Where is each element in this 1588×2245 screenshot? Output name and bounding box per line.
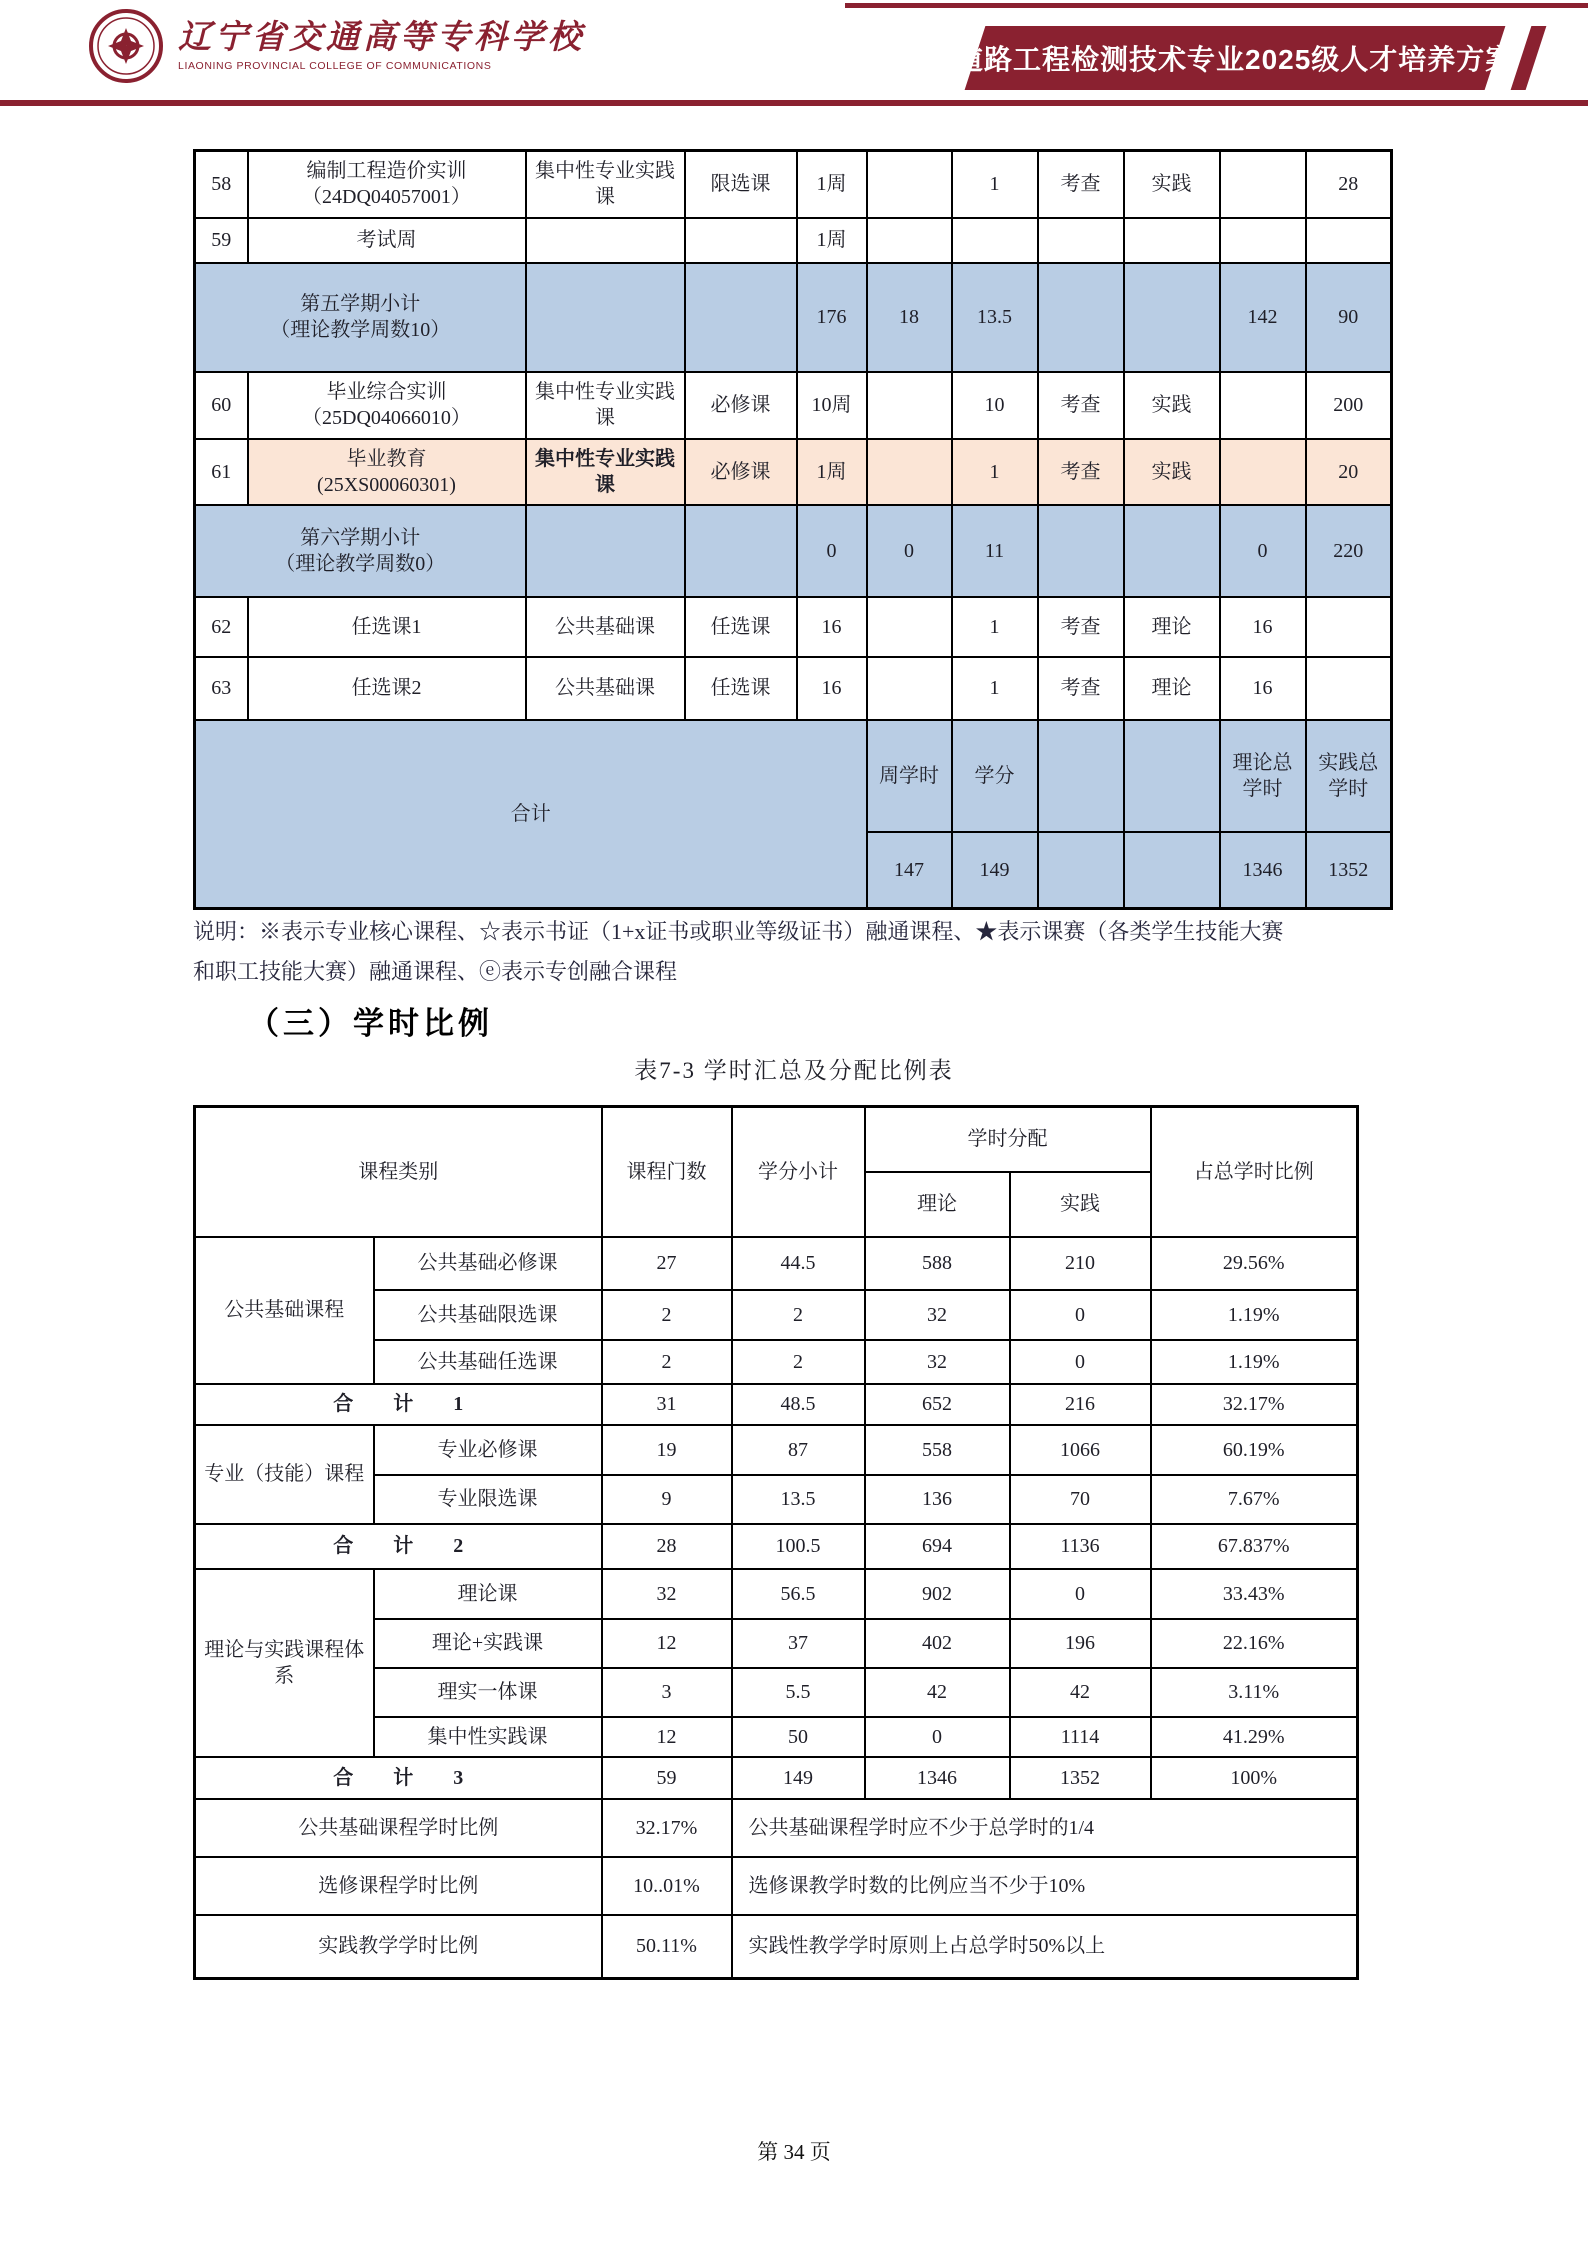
header-practice: 实践 [1010,1172,1151,1237]
cell-no: 63 [195,657,248,720]
cell-count: 59 [602,1757,732,1799]
cell-credit: 50 [732,1717,865,1757]
subtotal-title: 第六学期小计 [300,526,421,549]
cell-course-name [248,151,526,218]
header-course-count: 课程门数 [602,1107,732,1237]
cell-credit: 1 [952,657,1038,720]
cell-assess [1038,218,1124,263]
table-row-subtotal-sem6 [195,505,1392,597]
cell-practice: 0 [1010,1569,1151,1619]
cell-course-nature: 任选课 [685,597,797,657]
table2-caption: 表7-3 学时汇总及分配比例表 [634,1058,954,1083]
cell-count: 9 [602,1475,732,1524]
cell-hours: 10周 [797,372,867,439]
cell-hours: 176 [797,263,867,372]
header-hours-allocation: 学时分配 [865,1107,1151,1172]
cell-attr: 理论 [1124,657,1220,720]
cell-theory-total-header: 理论总学时 [1220,720,1306,832]
cell-theory-hours: 0 [1220,505,1306,597]
program-banner [955,26,1515,90]
cell-subcategory: 理实一体课 [374,1668,602,1717]
subtotal-title: 第五学期小计 [300,293,421,315]
course-title: 毕业教育 [346,447,427,470]
cell-course-type: 公共基础课 [526,657,685,720]
group-label-professional: 专业（技能）课程 [195,1425,374,1524]
cell-assess: 考查 [1038,151,1124,218]
cell-assess: 考查 [1038,657,1124,720]
cell-course-nature: 必修课 [685,439,797,505]
cell-credit: 56.5 [732,1569,865,1619]
cell-credit: 48.5 [732,1384,865,1425]
cell-weekly-header: 周学时 [867,720,952,832]
cell-course-type [526,263,685,372]
top-hairline-rule [845,3,1588,8]
cell-ratio: 41.29% [1151,1717,1358,1757]
cell-ratio: 7.67% [1151,1475,1358,1524]
course-code: （24DQ04057001） [302,186,471,209]
cell-credit: 11 [952,505,1038,597]
cell-practice-hours [1306,597,1392,657]
cell-subcategory: 理论+实践课 [374,1619,602,1668]
cell-credit: 10 [952,372,1038,439]
cell-count: 12 [602,1717,732,1757]
cell-attr: 实践 [1124,151,1220,218]
table-notes [193,912,1403,992]
table-row [195,1569,1358,1619]
cell-practice: 1136 [1010,1524,1151,1569]
cell-credit: 87 [732,1425,865,1475]
cell-theory: 42 [865,1668,1010,1717]
cell-practice: 70 [1010,1475,1151,1524]
header-row-1 [195,1107,1358,1172]
cell-ratio-value: 10..01% [602,1857,732,1915]
cell-count: 3 [602,1668,732,1717]
cell-subcategory: 公共基础必修课 [374,1237,602,1290]
table-row-60 [195,372,1392,439]
cell-subcategory: 公共基础任选课 [374,1340,602,1384]
cell-no: 59 [195,218,248,263]
header-divider-rule [0,100,1588,106]
cell-weekly-total: 147 [867,832,952,909]
cell-theory-hours: 142 [1220,263,1306,372]
page-number: 第 34 页 [757,2140,831,2164]
cell-hours: 1周 [797,439,867,505]
cell-practice: 1066 [1010,1425,1151,1475]
cell-practice-hours: 90 [1306,263,1392,372]
cell-ratio-value: 50.11% [602,1915,732,1979]
cell-practice-hours: 220 [1306,505,1392,597]
cell-count: 19 [602,1425,732,1475]
cell-ratio: 32.17% [1151,1384,1358,1425]
cell-subcategory: 理论课 [374,1569,602,1619]
ratio-row [195,1915,1358,1979]
note-line-2: 和职工技能大赛）融通课程、ⓔ表示专创融合课程 [193,959,678,984]
cell-theory: 402 [865,1619,1010,1668]
cell-ratio: 1.19% [1151,1290,1358,1340]
course-code: （25DQ04066010） [302,407,471,429]
cell-hours: 16 [797,597,867,657]
cell-ratio-label: 实践教学学时比例 [195,1915,602,1979]
cell-ratio-label: 选修课程学时比例 [195,1857,602,1915]
cell-subtotal-label: 合 计 3 [195,1757,602,1799]
cell-ratio: 100% [1151,1757,1358,1799]
cell-credit: 1 [952,439,1038,505]
cell-count: 2 [602,1340,732,1384]
header-credit-subtotal: 学分小计 [732,1107,865,1237]
cell-theory-hours: 16 [1220,597,1306,657]
cell-assess [1038,505,1124,597]
cell-credit: 1 [952,597,1038,657]
cell-attr: 实践 [1124,372,1220,439]
cell-weekly: 0 [867,505,952,597]
cell-theory: 32 [865,1340,1010,1384]
cell-theory: 136 [865,1475,1010,1524]
cell-practice-total-header: 实践总学时 [1306,720,1392,832]
cell-ratio: 22.16% [1151,1619,1358,1668]
cell-subtotal-label: 合 计 1 [195,1384,602,1425]
cell-theory: 652 [865,1384,1010,1425]
table-row-subtotal-sem5 [195,263,1392,372]
cell-practice: 1114 [1010,1717,1151,1757]
cell-course-type: 集中性专业实践课 [526,151,685,218]
cell-theory: 0 [865,1717,1010,1757]
cell-credit-total: 149 [952,832,1038,909]
cell-ratio-note: 选修课教学时数的比例应当不少于10% [732,1857,1358,1915]
curriculum-table [193,149,1393,910]
cell-attr [1124,720,1220,832]
school-logo [88,8,585,84]
cell-no: 62 [195,597,248,657]
subtotal-row-1 [195,1384,1358,1425]
school-name-cn: 辽宁省交通高等专科学校 [178,20,585,57]
cell-practice-total: 1352 [1306,832,1392,909]
group-label-public-basic: 公共基础课程 [195,1237,374,1384]
school-name-block [178,20,585,71]
cell-practice: 1352 [1010,1757,1151,1799]
cell-theory-hours [1220,218,1306,263]
cell-credit: 5.5 [732,1668,865,1717]
cell-course-name: 考试周 [248,218,526,263]
cell-ratio: 33.43% [1151,1569,1358,1619]
cell-count: 2 [602,1290,732,1340]
table-row [195,1237,1358,1290]
cell-ratio: 3.11% [1151,1668,1358,1717]
note-line-1: 说明：※表示专业核心课程、☆表示书证（1+x证书或职业等级证书）融通课程、★表示课赛（各类学生技能大赛 [193,919,1284,944]
cell-course-type [526,505,685,597]
cell-hours: 16 [797,657,867,720]
header-total-ratio: 占总学时比例 [1151,1107,1358,1237]
course-title: 编制工程造价实训 [306,160,467,183]
cell-count: 12 [602,1619,732,1668]
cell-attr [1124,263,1220,372]
cell-assess [1038,720,1124,832]
cell-course-nature: 任选课 [685,657,797,720]
cell-practice-hours: 20 [1306,439,1392,505]
cell-subcategory: 专业必修课 [374,1425,602,1475]
cell-credit: 37 [732,1619,865,1668]
cell-credit: 149 [732,1757,865,1799]
course-title: 毕业综合实训 [326,381,447,403]
cell-ratio: 29.56% [1151,1237,1358,1290]
program-banner-title: 道路工程检测技术专业2025级人才培养方案 [955,44,1515,75]
cell-ratio-note: 实践性教学学时原则上占总学时50%以上 [732,1915,1358,1979]
cell-attr: 实践 [1124,439,1220,505]
header-category: 课程类别 [195,1107,602,1237]
cell-hours: 1周 [797,151,867,218]
cell-course-nature [685,263,797,372]
cell-attr [1124,832,1220,909]
cell-course-type: 公共基础课 [526,597,685,657]
cell-course-nature [685,218,797,263]
header-theory: 理论 [865,1172,1010,1237]
cell-theory: 694 [865,1524,1010,1569]
table-row-59 [195,218,1392,263]
cell-theory: 1346 [865,1757,1010,1799]
cell-hours: 0 [797,505,867,597]
cell-theory-hours [1220,151,1306,218]
table-row-grand-total-labels [195,720,1392,832]
cell-no: 61 [195,439,248,505]
cell-count: 27 [602,1237,732,1290]
cell-ratio: 1.19% [1151,1340,1358,1384]
cell-credit: 2 [732,1340,865,1384]
cell-course-nature: 限选课 [685,151,797,218]
cell-subtotal-title [195,263,526,372]
cell-theory-hours: 16 [1220,657,1306,720]
ratio-row [195,1799,1358,1857]
cell-course-name: 任选课1 [248,597,526,657]
cell-weekly: 18 [867,263,952,372]
table-row-61 [195,439,1392,505]
cell-theory: 32 [865,1290,1010,1340]
cell-subcategory: 集中性实践课 [374,1717,602,1757]
cell-weekly [867,597,952,657]
table-row-63 [195,657,1392,720]
cell-grand-total-label: 合计 [195,720,867,909]
cell-theory: 558 [865,1425,1010,1475]
cell-assess [1038,263,1124,372]
cell-practice: 0 [1010,1290,1151,1340]
cell-ratio-label: 公共基础课程学时比例 [195,1799,602,1857]
cell-credit: 44.5 [732,1237,865,1290]
cell-ratio-note: 公共基础课程学时应不少于总学时的1/4 [732,1799,1358,1857]
hours-ratio-table [193,1105,1359,1980]
cell-course-name [248,439,526,505]
cell-credit-header: 学分 [952,720,1038,832]
cell-course-type: 集中性专业实践课 [526,439,685,505]
cell-no: 58 [195,151,248,218]
cell-credit: 13.5 [952,263,1038,372]
cell-credit: 1 [952,151,1038,218]
section-heading: （三）学时比例 [248,1006,493,1041]
cell-practice: 210 [1010,1237,1151,1290]
table-row [195,1425,1358,1475]
cell-assess: 考查 [1038,372,1124,439]
cell-subcategory: 专业限选课 [374,1475,602,1524]
cell-weekly [867,151,952,218]
cell-practice: 196 [1010,1619,1151,1668]
cell-ratio-value: 32.17% [602,1799,732,1857]
cell-credit: 2 [732,1290,865,1340]
cell-course-name: 任选课2 [248,657,526,720]
cell-theory-hours [1220,372,1306,439]
cell-subtotal-title [195,505,526,597]
cell-practice: 0 [1010,1340,1151,1384]
cell-weekly [867,372,952,439]
ratio-row [195,1857,1358,1915]
cell-course-type: 集中性专业实践课 [526,372,685,439]
cell-count: 28 [602,1524,732,1569]
banner-accent-stripe [1511,26,1547,90]
cell-assess [1038,832,1124,909]
cell-weekly [867,657,952,720]
cell-practice: 42 [1010,1668,1151,1717]
cell-practice-hours: 28 [1306,151,1392,218]
cell-course-name [248,372,526,439]
cell-no: 60 [195,372,248,439]
cell-ratio: 60.19% [1151,1425,1358,1475]
subtotal-subtitle: （理论教学周数0） [275,552,446,575]
cell-count: 31 [602,1384,732,1425]
cell-subtotal-label: 合 计 2 [195,1524,602,1569]
cell-credit: 13.5 [732,1475,865,1524]
cell-attr [1124,218,1220,263]
cell-weekly [867,218,952,263]
cell-course-nature: 必修课 [685,372,797,439]
cell-theory-total: 1346 [1220,832,1306,909]
cell-theory: 588 [865,1237,1010,1290]
table-row-58 [195,151,1392,218]
cell-attr: 理论 [1124,597,1220,657]
subtotal-row-2 [195,1524,1358,1569]
group-label-theory-practice: 理论与实践课程体系 [195,1569,374,1757]
cell-theory-hours [1220,439,1306,505]
table-row-62 [195,597,1392,657]
cell-attr [1124,505,1220,597]
cell-practice: 216 [1010,1384,1151,1425]
cell-hours: 1周 [797,218,867,263]
cell-assess: 考查 [1038,597,1124,657]
cell-practice-hours: 200 [1306,372,1392,439]
cell-credit [952,218,1038,263]
subtotal-row-3 [195,1757,1358,1799]
cell-subcategory: 公共基础限选课 [374,1290,602,1340]
cell-credit: 100.5 [732,1524,865,1569]
cell-practice-hours [1306,218,1392,263]
cell-weekly [867,439,952,505]
cell-course-nature [685,505,797,597]
cell-theory: 902 [865,1569,1010,1619]
cell-course-type [526,218,685,263]
school-name-en: LIAONING PROVINCIAL COLLEGE OF COMMUNICATIONS [178,59,492,72]
cell-practice-hours [1306,657,1392,720]
course-code: (25XS00060301) [317,473,456,496]
cell-count: 32 [602,1569,732,1619]
cell-assess: 考查 [1038,439,1124,505]
cell-ratio: 67.837% [1151,1524,1358,1569]
subtotal-subtitle: （理论教学周数10） [270,319,451,341]
school-emblem-icon [88,8,164,84]
